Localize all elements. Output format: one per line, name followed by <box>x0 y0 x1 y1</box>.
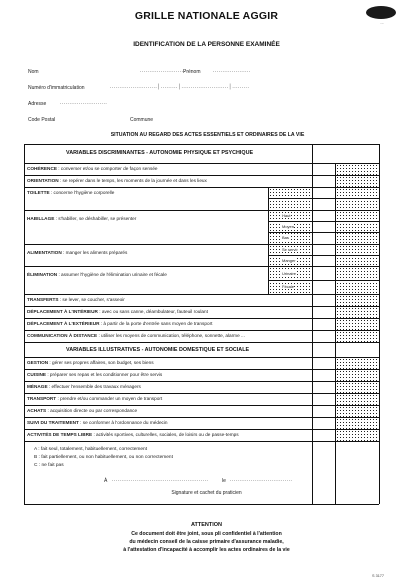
table-row: TOILETTE : concerne l'hygiène corporelle <box>27 190 115 195</box>
table-row: ÉLIMINATION : assumer l'hygiène de l'élimination urinaire et fécale <box>27 272 167 277</box>
table-row: ACHATS : acquisition directe ou par correspondance <box>27 408 138 413</box>
table-top-border <box>24 144 379 145</box>
answer-cell-shaded <box>336 307 379 318</box>
table-row: SUIVI DU TRAITEMENT : se conformer à l'ordonnance du médecin <box>27 420 168 425</box>
habillage-moyen-label: Moyen <box>282 224 295 229</box>
immat-field[interactable]: .........................│.........│.........................│......... <box>110 84 250 90</box>
signature-date-field[interactable]: ................................. <box>230 477 293 483</box>
table-row: MÉNAGE : effectuer l'ensemble des travaux ménagers <box>27 384 141 389</box>
table-row: GESTION : gérer ses propres affaires, son budget, ses biens <box>27 360 154 365</box>
attention-line: du médecin conseil de la caisse primaire d'assurance maladie, <box>129 539 284 545</box>
answer-cell-shaded <box>336 176 379 187</box>
habillage-haut-label: Haut <box>282 213 291 218</box>
answer-cell-shaded <box>336 358 379 369</box>
organization-logo <box>366 6 396 19</box>
identification-subtitle: IDENTIFICATION DE LA PERSONNE EXAMINÉE <box>133 41 280 48</box>
immat-label: Numéro d'immatriculation <box>28 85 85 91</box>
signature-place-field[interactable]: ................................................... <box>112 477 209 483</box>
elimination-urinaire-label: Urinaire <box>282 271 297 276</box>
answer-cell-shaded <box>336 430 379 441</box>
adresse-field[interactable]: ......................... <box>60 100 108 106</box>
discriminantes-header: VARIABLES DISCRIMINANTES - AUTONOMIE PHYSIQUE ET PSYCHIQUE <box>66 150 254 156</box>
situation-title: SITUATION AU REGARD DES ACTES ESSENTIELS ET ORDINAIRES DE LA VIE <box>110 132 305 138</box>
answer-cell-shaded <box>336 211 379 244</box>
sub-cell-shaded <box>269 188 312 210</box>
attention-line: Ce document doit être joint, sous pli confidentiel à l'attention <box>131 531 282 537</box>
table-row: DÉPLACEMENT À L'INTÉRIEUR : avec ou sans canne, déambulateur, fauteuil roulant <box>27 309 208 314</box>
attention-line: à l'attestation d'incapacité à accomplir les actes ordinaires de la vie <box>123 547 290 553</box>
answer-cell-shaded <box>336 406 379 417</box>
answer-cell-shaded <box>336 188 379 210</box>
legend-b: B : fait partiellement, ou non habituellement, ou non correctement <box>34 455 173 460</box>
answer-cell-shaded <box>336 164 379 175</box>
answer-cell-shaded <box>336 382 379 393</box>
table-row: TRANSFERTS : se lever, se coucher, s'asseoir <box>27 297 125 302</box>
logo-caption: ... <box>380 20 384 25</box>
prenom-field[interactable]: .................... <box>213 68 251 74</box>
attention-title: ATTENTION <box>190 522 223 528</box>
answer-cell-shaded <box>336 295 379 306</box>
answer-cell-shaded <box>336 331 379 342</box>
adresse-label: Adresse <box>28 101 47 107</box>
table-row: DÉPLACEMENT À L'EXTÉRIEUR : à partir de la porte d'entrée sans moyen de transport <box>27 321 213 326</box>
signature-place-label: À <box>104 478 108 484</box>
legend-c: C : ne fait pas <box>34 463 64 468</box>
table-row: TRANSPORT : prendre et/ou commander un moyen de transport <box>27 396 163 401</box>
elimination-fecale-label: Fécale <box>282 284 295 289</box>
alimentation-manger-label: Manger <box>282 258 296 263</box>
signature-label: Signature et cachet du praticien <box>171 490 242 496</box>
table-left-border <box>24 144 25 504</box>
nom-label: Nom <box>28 69 39 75</box>
alimentation-servir-label: Se servir <box>282 247 298 252</box>
answer-cell-shaded <box>336 394 379 405</box>
form-reference: S 3177 <box>372 574 385 578</box>
table-right-border <box>379 144 380 504</box>
page-title: GRILLE NATIONALE AGGIR <box>134 10 279 22</box>
table-row: COHÉRENCE : converser et/ou se comporter de façon sensée <box>27 166 158 171</box>
table-row: COMMUNICATION À DISTANCE : utiliser les moyens de communication, téléphone, sonnette, alarme ... <box>27 333 245 338</box>
table-row: HABILLAGE : s'habiller, se déshabiller, se présenter <box>27 216 137 221</box>
legend-a: A : fait seul, totalement, habituellement, correctement <box>34 447 148 452</box>
answer-cell-shaded <box>336 418 379 429</box>
table-row: ALIMENTATION : manger les aliments préparés <box>27 250 128 255</box>
commune-label: Commune <box>130 117 154 123</box>
habillage-bas-label: Bas <box>282 235 289 240</box>
prenom-label: Prénom <box>183 69 201 75</box>
table-bottom-border <box>24 504 379 505</box>
illustratives-header: VARIABLES ILLUSTRATIVES - AUTONOMIE DOMESTIQUE ET SOCIALE <box>66 347 250 353</box>
answer-cell-shaded <box>336 370 379 381</box>
answer-cell-shaded <box>336 319 379 330</box>
table-row: ORIENTATION : se repérer dans le temps, les moments de la journée et dans les lieux <box>27 178 207 183</box>
table-row: CUISINE : préparer ses repas et les conditionner pour être servis <box>27 372 163 377</box>
code-postal-label: Code Postal <box>28 117 56 123</box>
nom-field[interactable]: ........................ <box>140 68 186 74</box>
table-row: ACTIVITÉS DE TEMPS LIBRE : activités sportives, culturelles, sociales, de loisirs ou de passe-temps <box>27 432 239 437</box>
signature-date-label: le <box>222 478 226 484</box>
